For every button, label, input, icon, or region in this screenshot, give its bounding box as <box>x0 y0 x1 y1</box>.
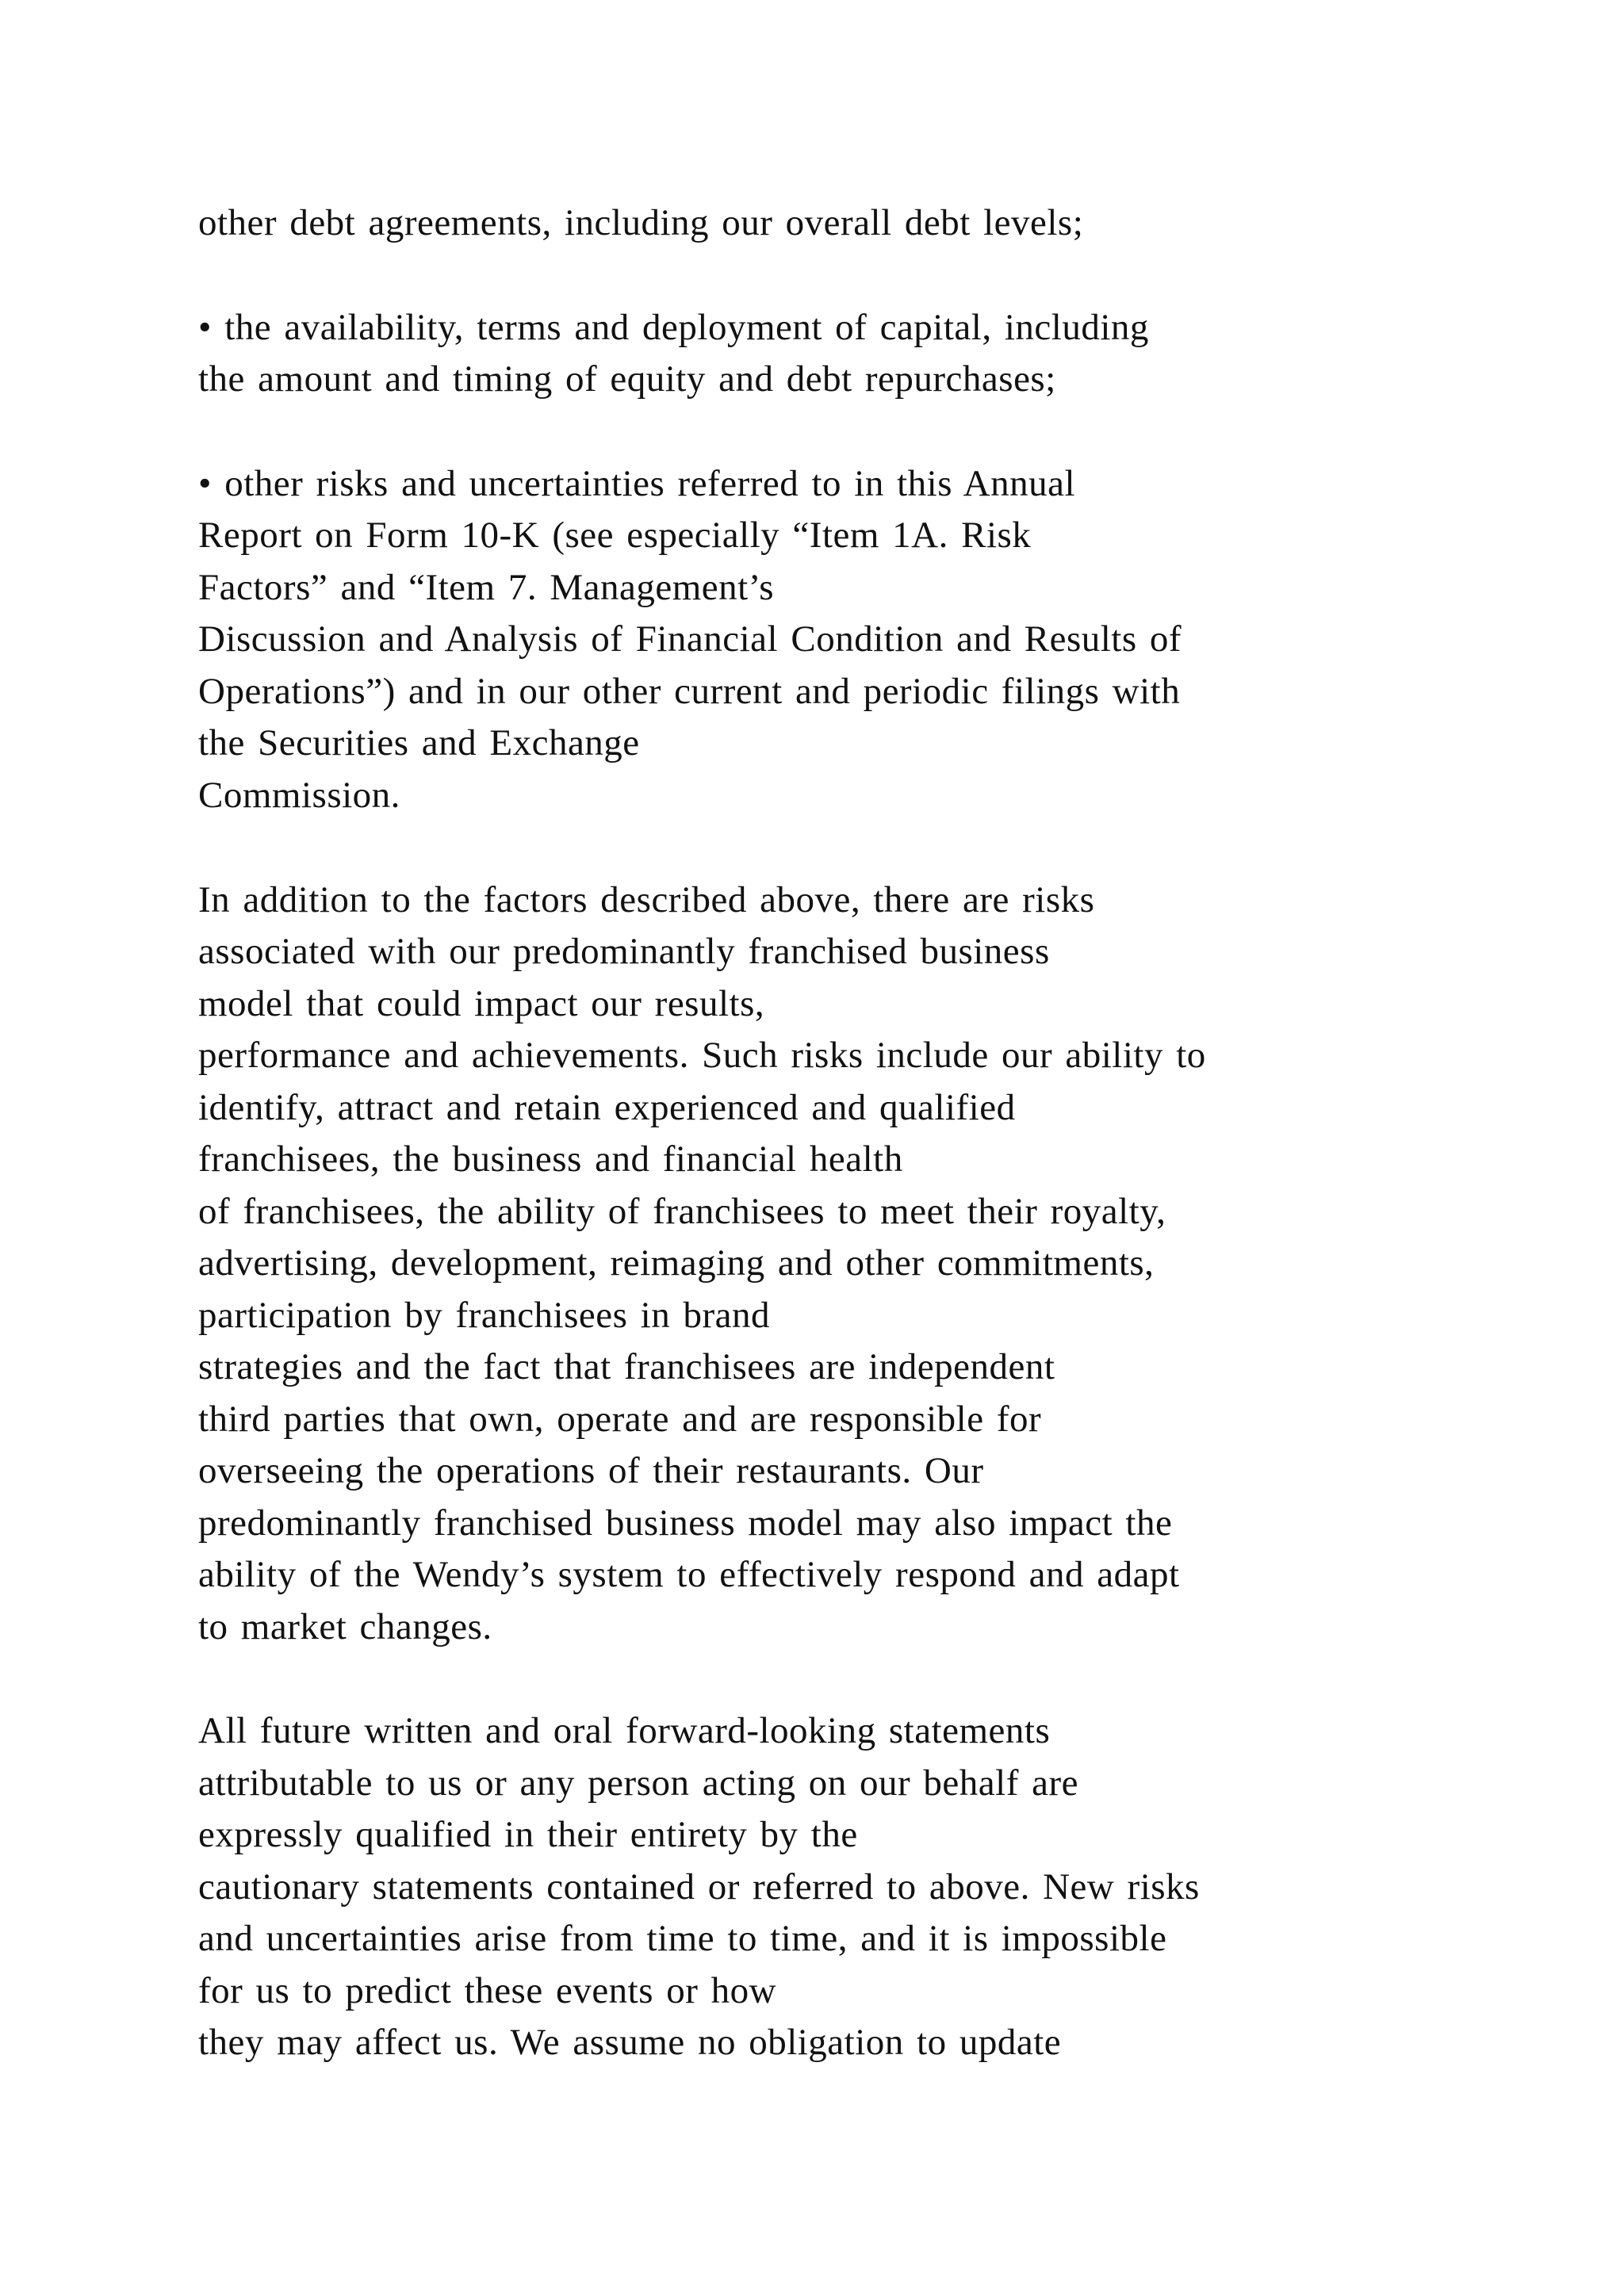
paragraph-line: advertising, development, reimaging and other commitments, <box>198 1242 1155 1284</box>
paragraph-line: overseeing the operations of their restaurants. Our <box>198 1450 984 1491</box>
paragraph-line: of franchisees, the ability of franchisees to meet their royalty, <box>198 1191 1166 1232</box>
paragraph-line: and uncertainties arise from time to time, and it is impossible <box>198 1918 1167 1959</box>
text-line: the Securities and Exchange <box>198 722 640 763</box>
paragraph-line: associated with our predominantly franchised business <box>198 931 1050 972</box>
paragraph-line: ability of the Wendy’s system to effectively respond and adapt <box>198 1554 1180 1595</box>
paragraph-line: identify, attract and retain experienced and qualified <box>198 1087 1016 1128</box>
paragraph-line: to market changes. <box>198 1606 492 1647</box>
paragraph-line: cautionary statements contained or referred to above. New risks <box>198 1866 1200 1908</box>
paragraph-line: performance and achievements. Such risks include our ability to <box>198 1035 1206 1076</box>
bullet-item-line: • the availability, terms and deployment of capital, including <box>198 307 1149 348</box>
text-line: other debt agreements, including our overall debt levels; <box>198 202 1084 243</box>
text-line: Discussion and Analysis of Financial Condition and Results of <box>198 618 1182 660</box>
text-line: Factors” and “Item 7. Management’s <box>198 567 775 608</box>
paragraph-line: for us to predict these events or how <box>198 1970 777 2011</box>
paragraph-line: they may affect us. We assume no obligation to update <box>198 2022 1062 2063</box>
paragraph-line: In addition to the factors described above, there are risks <box>198 879 1095 920</box>
text-line: the amount and timing of equity and debt repurchases; <box>198 358 1056 400</box>
text-line: Report on Form 10-K (see especially “Item 1A. Risk <box>198 515 1032 556</box>
paragraph-line: participation by franchisees in brand <box>198 1295 770 1336</box>
paragraph-line: expressly qualified in their entirety by the <box>198 1814 858 1855</box>
paragraph-line: predominantly franchised business model may also impact the <box>198 1502 1173 1544</box>
paragraph-line: strategies and the fact that franchisees are independent <box>198 1346 1055 1387</box>
paragraph-line: third parties that own, operate and are responsible for <box>198 1399 1042 1440</box>
paragraph-line: All future written and oral forward-looking statements <box>198 1710 1051 1751</box>
paragraph-line: franchisees, the business and financial health <box>198 1138 903 1180</box>
text-line: Commission. <box>198 775 400 816</box>
bullet-item-line: • other risks and uncertainties referred to in this Annual <box>198 463 1076 504</box>
paragraph-line: model that could impact our results, <box>198 983 765 1024</box>
text-line: Operations”) and in our other current and periodic filings with <box>198 671 1181 712</box>
paragraph-line: attributable to us or any person acting on our behalf are <box>198 1762 1078 1804</box>
